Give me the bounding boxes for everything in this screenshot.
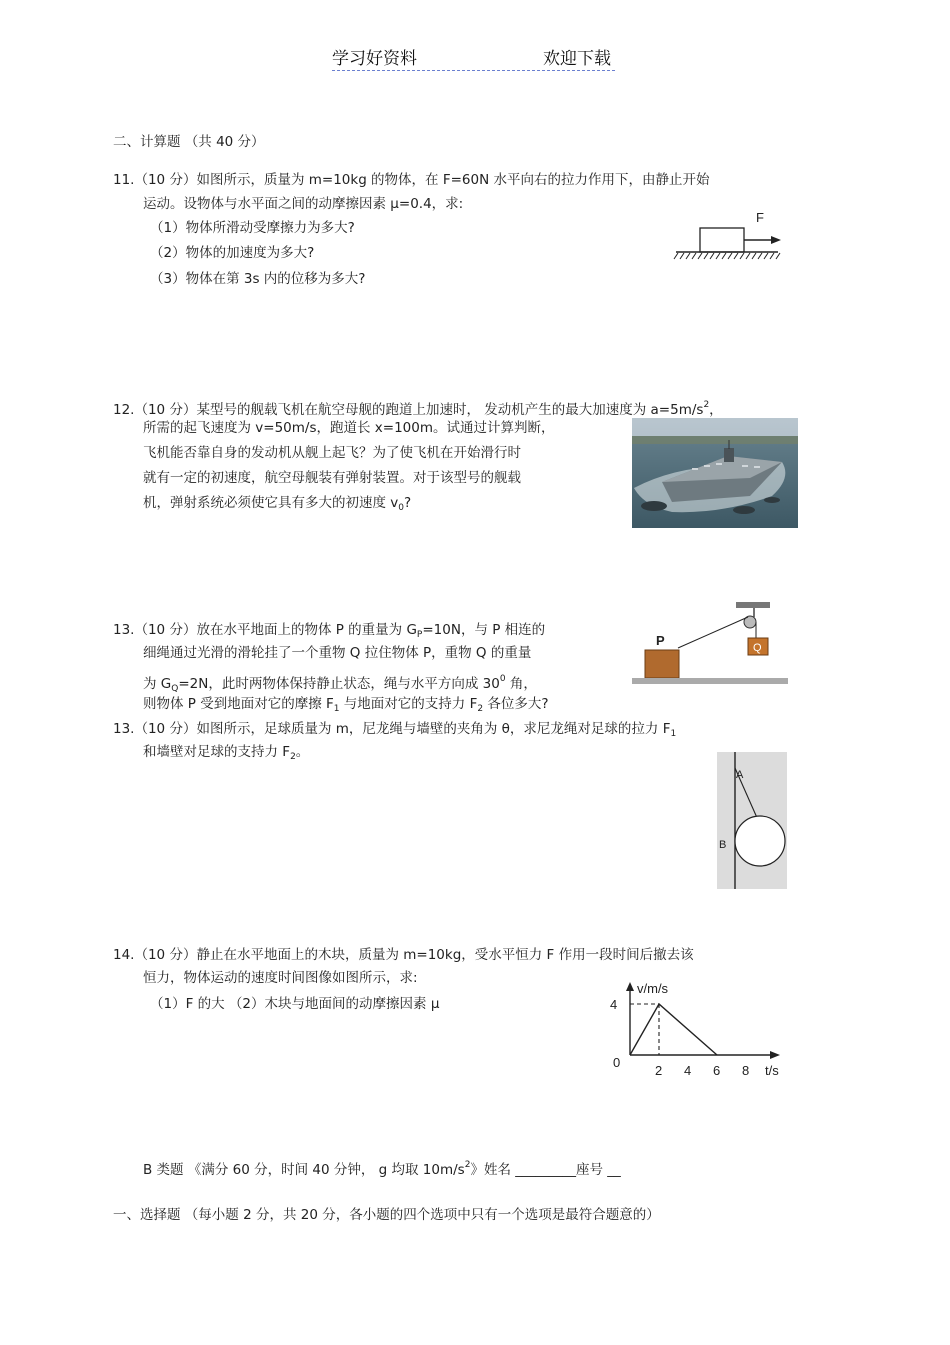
chart-x-tick-4: 4: [684, 1063, 692, 1078]
q13b-line1: 13.（10 分）如图所示，足球质量为 m，尼龙绳与墙壁的夹角为 θ，求尼龙绳对足球的拉力 $F_1$: [113, 721, 677, 739]
q13a-label-p: P: [656, 633, 665, 648]
q11-force-arrow-head: [771, 236, 781, 244]
chart-x-tick-8: 8: [742, 1063, 750, 1078]
q11-sub1: （1）物体所滑动受摩擦力为多大?: [150, 220, 355, 236]
q11-sub3: （3）物体在第 3s 内的位移为多大?: [150, 271, 366, 287]
q13a-line4: 则物体 P 受到地面对它的摩擦 $F_1$ 与地面对它的支持力 $F_2$ 各位多大?: [143, 696, 549, 714]
section-b-info: B 类题 《满分 60 分，时间 40 分钟， g 均取 $10m/s^2$》姓名 _________座号 __: [143, 1160, 621, 1178]
q14-line3: （1）F 的大 （2）木块与地面间的动摩擦因素 μ: [150, 996, 440, 1012]
q13b-football: [735, 816, 785, 866]
chart-origin-label: 0: [613, 1055, 621, 1070]
q12-line2: 所需的起飞速度为 v=50m/s，跑道长 x=100m。试通过计算判断，: [143, 420, 555, 436]
chart-y-axis-arrow: [626, 982, 634, 991]
q11-block: [700, 228, 744, 252]
aircraft-carrier-photo: [632, 418, 798, 528]
q13b-line2: 和墙壁对足球的支持力 $F_2$。: [143, 744, 310, 762]
chart-series-velocity: [630, 1004, 717, 1055]
q13b-label-b: B: [719, 839, 727, 851]
q11-line1: 11.（10 分）如图所示，质量为 m=10kg 的物体，在 F=60N 水平向右的拉力作用下，由静止开始: [113, 172, 710, 188]
q13a-ground: [632, 678, 788, 684]
chart-x-tick-6: 6: [713, 1063, 721, 1078]
q13a-pulley-figure: [632, 598, 792, 690]
q12-line1: 12.（10 分）某型号的舰载飞机在航空母舰的跑道上加速时， 发动机产生的最大加速度为 $a=5m/s^2$，: [113, 400, 723, 418]
chart-x-axis-label: t/s: [765, 1063, 779, 1078]
velocity-time-chart: [600, 978, 790, 1082]
q12-line5: 机，弹射系统必须使它具有多大的初速度 $v_0$?: [143, 495, 412, 513]
q12-line3: 飞机能否靠自身的发动机从舰上起飞？为了使飞机在开始滑行时: [143, 445, 521, 461]
q13a-label-q: Q: [753, 642, 762, 654]
q12-line4: 就有一定的初速度，航空母舰装有弹射装置。对于该型号的舰载: [143, 470, 521, 486]
q13a-line1: 13.（10 分）放在水平地面上的物体 P 的重量为 $G_P=10N$，与 P 相连的: [113, 622, 546, 640]
section-title-choice: 一、选择题 （每小题 2 分，共 20 分，各小题的四个选项中只有一个选项是最符合题意的）: [113, 1207, 660, 1223]
chart-y-axis-label: v/m/s: [637, 981, 669, 996]
chart-y-tick-labels: [610, 997, 617, 1012]
chart-x-axis-arrow: [770, 1051, 780, 1059]
section-title-calc: 二、计算题 （共 40 分）: [113, 134, 265, 150]
q11-ground-hatch: [674, 253, 780, 259]
q13a-rope-to-p: [678, 617, 748, 648]
q13b-label-a: A: [736, 769, 744, 781]
q14-line1: 14.（10 分）静止在水平地面上的木块，质量为 m=10kg，受水平恒力 F 作用一段时间后撤去该: [113, 947, 694, 963]
header-right: 欢迎下载: [543, 49, 611, 69]
chart-x-tick-labels: [655, 1063, 749, 1078]
q13a-line2: 细绳通过光滑的滑轮挂了一个重物 Q 拉住物体 P，重物 Q 的重量: [143, 645, 532, 661]
header-left: 学习好资料: [332, 49, 417, 69]
q11-block-force-figure: [672, 205, 792, 267]
q13b-football-figure: [717, 752, 787, 889]
q11-sub2: （2）物体的加速度为多大?: [150, 245, 315, 261]
chart-y-tick-4: 4: [610, 997, 618, 1012]
q11-line2: 运动。设物体与水平面之间的动摩擦因素 μ=0.4，求:: [143, 196, 464, 212]
q11-force-label: F: [756, 210, 764, 225]
chart-x-tick-2: 2: [655, 1063, 663, 1078]
q13a-line3: 为 $G_Q=2N$，此时两物体保持静止状态，绳与水平方向成 $30^0$ 角，: [143, 674, 537, 694]
q14-line2: 恒力，物体运动的速度时间图像如图所示，求:: [143, 970, 418, 986]
header-dashed-line: [332, 70, 615, 71]
q13a-block-p: [645, 650, 679, 678]
